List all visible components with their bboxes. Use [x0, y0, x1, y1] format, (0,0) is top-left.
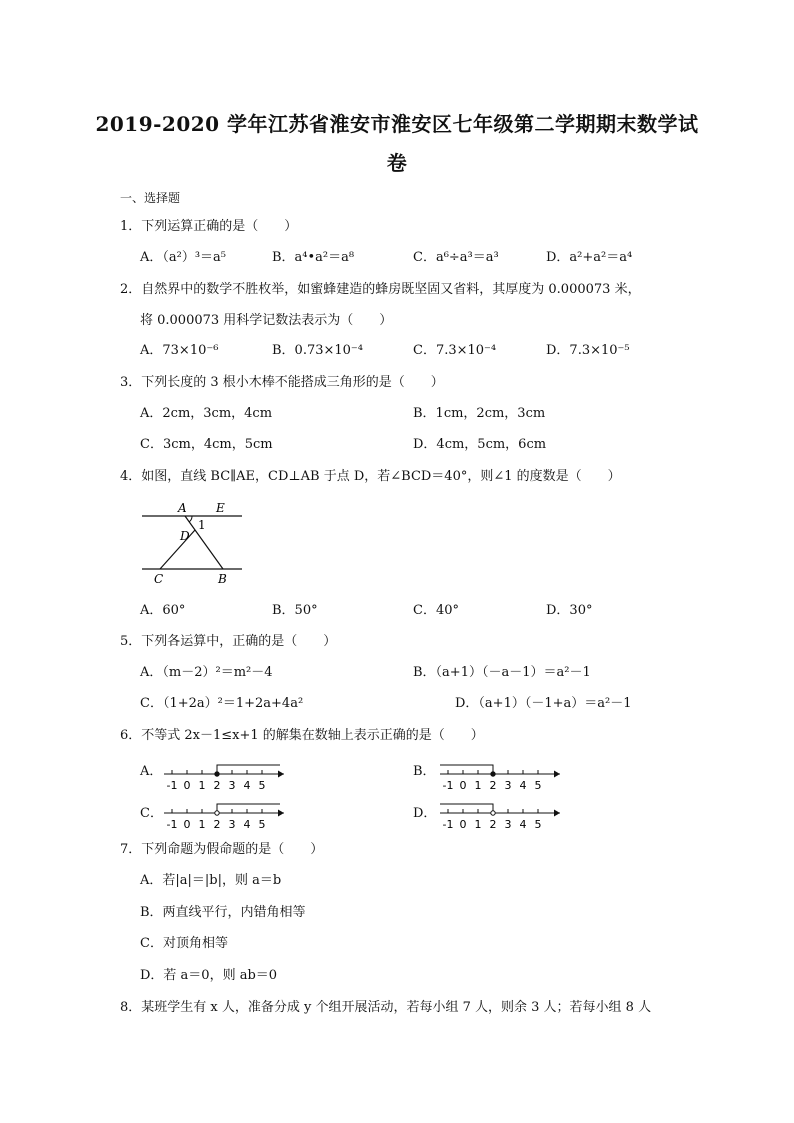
- question-8-stem: 8．某班学生有 x 人，准备分成 y 个组开展活动，若每小组 7 人，则余 3 人；若每小组 8 人: [120, 1000, 652, 1015]
- axis-tick-label: 1: [474, 779, 482, 792]
- question-6-option-b-label: B．: [413, 764, 436, 779]
- question-5-option-d: D．（a+1）（－1+a）＝a²－1: [455, 696, 632, 711]
- question-2-stem-line1: 2．自然界中的数学不胜枚举，如蜜蜂建造的蜂房既坚固又省料，其厚度为 0.000073 米，: [120, 282, 641, 297]
- axis-arrow: [278, 771, 284, 778]
- axis-tick-label: 5: [534, 779, 542, 792]
- question-7-option-b: B．两直线平行，内错角相等: [140, 905, 306, 920]
- axis-tick-label: -1: [442, 818, 454, 831]
- axis-tick-label: 5: [258, 818, 266, 831]
- axis-tick-label: -1: [166, 779, 178, 792]
- question-5-option-c: C．（1+2a）²＝1+2a+4a²: [140, 696, 304, 711]
- question-4-figure: [140, 497, 250, 589]
- question-2-option-b: B．0.73×10⁻⁴: [272, 343, 364, 358]
- axis-tick-label: 0: [183, 818, 191, 831]
- axis-tick-label: 3: [504, 779, 512, 792]
- question-2-option-d: D．7.3×10⁻⁵: [546, 343, 630, 358]
- question-2-option-c: C．7.3×10⁻⁴: [413, 343, 497, 358]
- angle-1-arc: [189, 516, 192, 522]
- closed-endpoint: [491, 772, 495, 776]
- label-c: C: [154, 572, 164, 586]
- question-4-option-c: C．40°: [413, 603, 459, 618]
- axis-tick-label: 0: [183, 779, 191, 792]
- axis-tick-label: 0: [459, 818, 467, 831]
- axis-arrow: [554, 810, 560, 817]
- section-heading: 一、选择题: [120, 191, 181, 205]
- open-endpoint: [215, 811, 219, 815]
- label-e: E: [216, 501, 225, 515]
- closed-endpoint: [215, 772, 219, 776]
- axis-tick-label: 4: [519, 818, 527, 831]
- axis-tick-label: 4: [519, 779, 527, 792]
- question-1-option-a: A．（a²）³＝a⁵: [140, 250, 227, 265]
- question-1-option-d: D．a²+a²＝a⁴: [546, 250, 633, 265]
- axis-tick-label: 3: [228, 818, 236, 831]
- label-d: D: [180, 529, 190, 543]
- open-endpoint: [491, 811, 495, 815]
- question-5-stem: 5．下列各运算中，正确的是（ ）: [120, 634, 337, 649]
- axis-tick-label: 4: [243, 818, 251, 831]
- question-4-option-d: D．30°: [546, 603, 593, 618]
- axis-tick-label: 1: [198, 779, 206, 792]
- question-6-numberline-c: [164, 799, 294, 833]
- axis-tick-label: 2: [489, 779, 497, 792]
- axis-tick-label: 5: [534, 818, 542, 831]
- question-7-option-a: A．若|a|＝|b|，则 a＝b: [140, 873, 282, 888]
- question-6-option-a-label: A．: [140, 764, 163, 779]
- question-5-option-a: A．（m－2）²＝m²－4: [140, 665, 273, 680]
- question-4-stem: 4．如图，直线 BC∥AE，CD⊥AB 于点 D，若∠BCD＝40°，则∠1 的度数是（ ）: [120, 469, 621, 484]
- axis-tick-label: 1: [474, 818, 482, 831]
- question-6-option-c-label: C．: [140, 806, 163, 821]
- axis-arrow: [554, 771, 560, 778]
- axis-tick-label: 2: [213, 779, 221, 792]
- axis-tick-label: 5: [258, 779, 266, 792]
- question-1-stem: 1．下列运算正确的是（ ）: [120, 219, 298, 234]
- question-2-stem-line2: 将 0.000073 用科学记数法表示为（ ）: [140, 313, 393, 328]
- question-7-stem: 7．下列命题为假命题的是（ ）: [120, 842, 324, 857]
- question-6-stem: 6．不等式 2x－1≤x+1 的解集在数轴上表示正确的是（ ）: [120, 728, 484, 743]
- question-6-numberline-a: [164, 760, 294, 794]
- exam-title-line1: 2019-2020 学年江苏省淮安市淮安区七年级第二学期期末数学试: [95, 112, 699, 136]
- question-3-option-b: B．1cm，2cm，3cm: [413, 406, 546, 421]
- axis-arrow: [278, 810, 284, 817]
- label-a: A: [178, 501, 187, 515]
- axis-tick-label: -1: [442, 779, 454, 792]
- question-3-option-c: C．3cm，4cm，5cm: [140, 437, 273, 452]
- axis-tick-label: 3: [228, 779, 236, 792]
- axis-tick-label: -1: [166, 818, 178, 831]
- question-6-numberline-d: [440, 799, 570, 833]
- question-3-option-a: A．2cm，3cm，4cm: [140, 406, 273, 421]
- axis-tick-label: 1: [198, 818, 206, 831]
- question-7-option-d: D．若 a＝0，则 ab＝0: [140, 968, 278, 983]
- question-2-option-a: A．73×10⁻⁶: [140, 343, 219, 358]
- question-5-option-b: B．（a+1）（－a－1）＝a²－1: [413, 665, 591, 680]
- axis-tick-label: 2: [213, 818, 221, 831]
- axis-tick-label: 3: [504, 818, 512, 831]
- axis-tick-label: 0: [459, 779, 467, 792]
- solution-bracket: [217, 804, 280, 813]
- label-b: B: [218, 572, 227, 586]
- axis-tick-label: 2: [489, 818, 497, 831]
- question-3-stem: 3．下列长度的 3 根小木棒不能搭成三角形的是（ ）: [120, 375, 444, 390]
- question-4-option-a: A．60°: [140, 603, 186, 618]
- segment-cd: [160, 530, 195, 569]
- axis-tick-label: 4: [243, 779, 251, 792]
- label-1: 1: [198, 518, 206, 532]
- question-7-option-c: C．对顶角相等: [140, 936, 228, 951]
- question-1-option-c: C．a⁶÷a³＝a³: [413, 250, 499, 265]
- question-3-option-d: D．4cm，5cm，6cm: [413, 437, 547, 452]
- question-6-option-d-label: D．: [413, 806, 437, 821]
- question-1-option-b: B．a⁴•a²＝a⁸: [272, 250, 355, 265]
- question-6-numberline-b: [440, 760, 570, 794]
- question-4-option-b: B．50°: [272, 603, 318, 618]
- exam-title-line2: 卷: [386, 151, 408, 175]
- solution-bracket: [217, 765, 280, 774]
